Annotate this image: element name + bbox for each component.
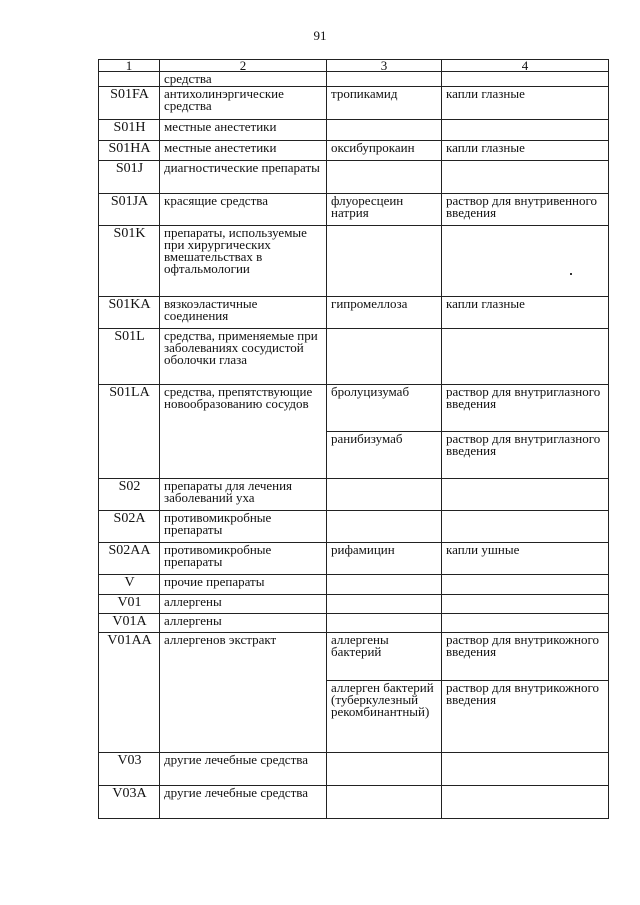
- table-row: [99, 786, 609, 819]
- atc-code: V03A: [99, 786, 160, 819]
- column-header: 2: [160, 60, 327, 72]
- dosage-form: [442, 786, 609, 819]
- group-name: противомикробные препараты: [160, 511, 327, 543]
- atc-code: V: [99, 575, 160, 595]
- atc-code: S01FA: [99, 87, 160, 120]
- dosage-form: капли ушные: [442, 543, 609, 575]
- group-name: препараты, используемые при хирургических вмешательствах в офтальмологии: [160, 226, 327, 297]
- group-name: красящие средства: [160, 194, 327, 226]
- atc-code: V01A: [99, 614, 160, 633]
- dosage-form: [442, 753, 609, 786]
- group-name: аллергены: [160, 614, 327, 633]
- drug-classification-table: [98, 59, 609, 819]
- dosage-form: [442, 161, 609, 194]
- atc-code: S01H: [99, 120, 160, 141]
- drug-name: рифамицин: [327, 543, 442, 575]
- table-row: [99, 614, 609, 633]
- group-name: противомикробные препараты: [160, 543, 327, 575]
- group-name: аллергенов экстракт: [160, 633, 327, 753]
- drug-name: [327, 575, 442, 595]
- drug-name: [327, 479, 442, 511]
- drug-name: гипромеллоза: [327, 297, 442, 329]
- drug-name: [327, 753, 442, 786]
- dosage-form: раствор для внутрикожного введения: [442, 681, 609, 753]
- drug-name: [327, 72, 442, 87]
- table-row: [99, 141, 609, 161]
- dosage-form: капли глазные: [442, 87, 609, 120]
- dosage-form: [442, 226, 609, 297]
- drug-name: [327, 614, 442, 633]
- table-row: [99, 543, 609, 575]
- drug-name: флуоресцеин натрия: [327, 194, 442, 226]
- dosage-form: [442, 595, 609, 614]
- table-row: [99, 753, 609, 786]
- drug-name: [327, 595, 442, 614]
- table-row: [99, 226, 609, 297]
- table-row: [99, 120, 609, 141]
- column-header: 4: [442, 60, 609, 72]
- group-name: препараты для лечения заболеваний уха: [160, 479, 327, 511]
- dosage-form: капли глазные: [442, 297, 609, 329]
- drug-name: тропикамид: [327, 87, 442, 120]
- drug-name: [327, 786, 442, 819]
- atc-code: S01KA: [99, 297, 160, 329]
- table-row: [99, 595, 609, 614]
- group-name: средства, применяемые при заболеваниях сосудистой оболочки глаза: [160, 329, 327, 385]
- group-name: местные анестетики: [160, 141, 327, 161]
- atc-code: V01AA: [99, 633, 160, 753]
- dosage-form: [442, 72, 609, 87]
- group-name: другие лечебные средства: [160, 753, 327, 786]
- drug-name: [327, 329, 442, 385]
- drug-name: [327, 511, 442, 543]
- group-name: вязкоэластичные соединения: [160, 297, 327, 329]
- group-name: средства: [160, 72, 327, 87]
- atc-code: S02A: [99, 511, 160, 543]
- drug-name: бролуцизумаб: [327, 385, 442, 432]
- group-name: аллергены: [160, 595, 327, 614]
- group-name: диагностические препараты: [160, 161, 327, 194]
- drug-name: [327, 120, 442, 141]
- drug-name: оксибупрокаин: [327, 141, 442, 161]
- group-name: средства, препятствующие новообразованию сосудов: [160, 385, 327, 479]
- dosage-form: [442, 120, 609, 141]
- atc-code: V01: [99, 595, 160, 614]
- atc-code: V03: [99, 753, 160, 786]
- dosage-form: раствор для внутриглазного введения: [442, 385, 609, 432]
- atc-code: S01LA: [99, 385, 160, 479]
- atc-code: S01J: [99, 161, 160, 194]
- group-name: местные анестетики: [160, 120, 327, 141]
- dosage-form: раствор для внутриглазного введения: [442, 432, 609, 479]
- table-row: [99, 194, 609, 226]
- table-row: [99, 511, 609, 543]
- table-row: [99, 479, 609, 511]
- table-row: [99, 72, 609, 87]
- atc-code: S01L: [99, 329, 160, 385]
- drug-name: аллерген бактерий (туберкулезный рекомбинантный): [327, 681, 442, 753]
- drug-name: [327, 161, 442, 194]
- table-row: [99, 87, 609, 120]
- table-row: [99, 633, 609, 681]
- dosage-form: [442, 575, 609, 595]
- atc-code: S01JA: [99, 194, 160, 226]
- group-name: другие лечебные средства: [160, 786, 327, 819]
- drug-name: ранибизумаб: [327, 432, 442, 479]
- table-row: [99, 575, 609, 595]
- page-number: 91: [313, 28, 327, 43]
- drug-name: аллергены бактерий: [327, 633, 442, 681]
- column-header: 3: [327, 60, 442, 72]
- table-row: [99, 297, 609, 329]
- atc-code: S02AA: [99, 543, 160, 575]
- table-row: [99, 385, 609, 432]
- group-name: антихолинэргические средства: [160, 87, 327, 120]
- table-header-row: [99, 60, 609, 72]
- dosage-form: [442, 479, 609, 511]
- dosage-form: капли глазные: [442, 141, 609, 161]
- dosage-form: [442, 511, 609, 543]
- group-name: прочие препараты: [160, 575, 327, 595]
- column-header: 1: [99, 60, 160, 72]
- atc-code: S02: [99, 479, 160, 511]
- drug-name: [327, 226, 442, 297]
- dosage-form: раствор для внутривенного введения: [442, 194, 609, 226]
- dosage-form: раствор для внутрикожного введения: [442, 633, 609, 681]
- table-row: [99, 329, 609, 385]
- atc-code: S01K: [99, 226, 160, 297]
- table-row: [99, 161, 609, 194]
- dosage-form: [442, 614, 609, 633]
- atc-code: [99, 72, 160, 87]
- dosage-form: [442, 329, 609, 385]
- scan-speck: [570, 273, 572, 275]
- atc-code: S01HA: [99, 141, 160, 161]
